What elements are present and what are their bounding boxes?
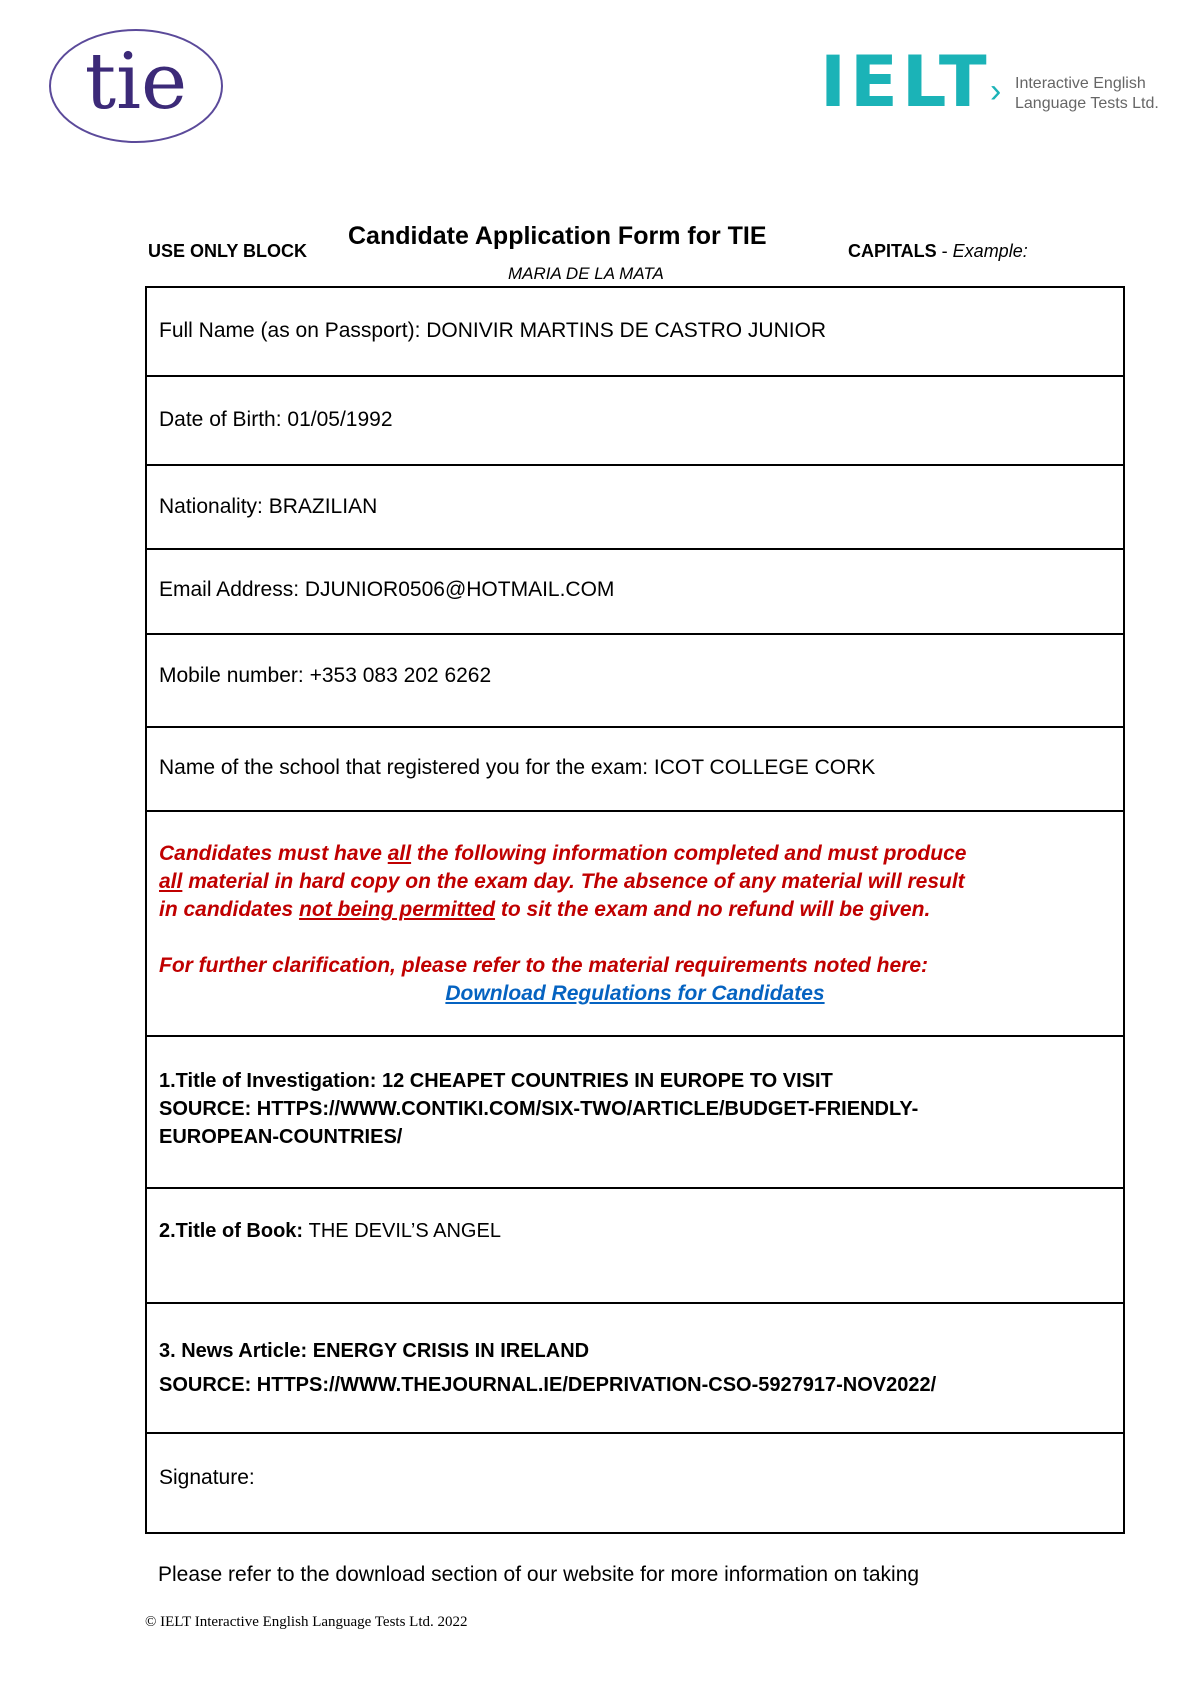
book-field [159, 1220, 501, 1243]
investigation-source-1: SOURCE: HTTPS://WWW.CONTIKI.COM/SIX-TWO/ARTICLE/BUDGET-FRIENDLY- [159, 1098, 919, 1120]
investigation-row[interactable] [147, 1037, 1123, 1189]
investigation-title: 1.Title of Investigation: 12 CHEAPET COUNTRIES IN EUROPE TO VISIT [159, 1070, 833, 1092]
tie-logo [46, 26, 226, 146]
ielt-logo [820, 40, 1180, 130]
investigation-text [159, 1067, 918, 1151]
tie-logo-text: tie [84, 37, 188, 127]
nationality-row[interactable] [147, 466, 1123, 550]
signature-row[interactable] [147, 1434, 1123, 1532]
dob-row[interactable] [147, 377, 1123, 466]
email-field: Email Address: DJUNIOR0506@HOTMAIL.COM [159, 578, 615, 601]
news-title: 3. News Article: ENERGY CRISIS IN IRELAND [159, 1340, 590, 1362]
application-form [145, 286, 1125, 1534]
warning-line-2: all material in hard copy on the exam day. The absence of any material will result [159, 870, 965, 893]
school-field: Name of the school that registered you for the exam: ICOT COLLEGE CORK [159, 756, 876, 779]
download-link-container [147, 980, 1123, 1008]
news-text [159, 1334, 936, 1402]
news-source: SOURCE: HTTPS://WWW.THEJOURNAL.IE/DEPRIVATION-CSO-5927917-NOV2022/ [159, 1374, 937, 1396]
news-row[interactable] [147, 1304, 1123, 1434]
ielt-logo-subtitle [1015, 74, 1159, 114]
nationality-field: Nationality: BRAZILIAN [159, 495, 378, 518]
download-regulations-link[interactable]: Download Regulations for Candidates [445, 982, 825, 1005]
header-dash: - [936, 241, 953, 261]
header-capitals [848, 241, 1028, 262]
ielt-logo-line1: Interactive English [1015, 75, 1146, 92]
chevron-right-icon: › [990, 72, 1002, 110]
form-title: Candidate Application Form for TIE [348, 222, 767, 250]
header-capitals-bold: CAPITALS [848, 241, 937, 261]
book-row[interactable] [147, 1189, 1123, 1304]
full-name-row[interactable] [147, 288, 1123, 377]
header-use-only-block: USE ONLY BLOCK [148, 241, 308, 261]
clarification-text: For further clarification, please refer to the material requirements noted here: [159, 954, 929, 977]
dob-field: Date of Birth: 01/05/1992 [159, 408, 393, 431]
full-name-field: Full Name (as on Passport): DONIVIR MARTINS DE CASTRO JUNIOR [159, 319, 827, 342]
ielt-logo-line2: Language Tests Ltd. [1015, 95, 1159, 112]
warning-line-1: Candidates must have all the following information completed and must produce [159, 842, 967, 865]
warning-row [147, 812, 1123, 1037]
header-example-label: Example: [952, 241, 1028, 261]
book-label: 2.Title of Book: [159, 1220, 309, 1242]
warning-line-3: in candidates not being permitted to sit the exam and no refund will be given. [159, 898, 931, 921]
investigation-source-2: EUROPEAN-COUNTRIES/ [159, 1126, 403, 1148]
copyright: © IELT Interactive English Language Tests Ltd. 2022 [145, 1614, 468, 1630]
ielt-logo-mark: IELT [820, 41, 991, 123]
warning-paragraph [159, 840, 966, 924]
signature-label: Signature: [159, 1466, 255, 1489]
mobile-row[interactable] [147, 635, 1123, 728]
mobile-field: Mobile number: +353 083 202 6262 [159, 664, 492, 687]
email-row[interactable] [147, 550, 1123, 635]
book-title: THE DEVIL’S ANGEL [308, 1220, 501, 1242]
footer-note: Please refer to the download section of our website for more information on taking [158, 1563, 920, 1586]
header-example-name: MARIA DE LA MATA [508, 264, 664, 283]
school-row[interactable] [147, 728, 1123, 812]
